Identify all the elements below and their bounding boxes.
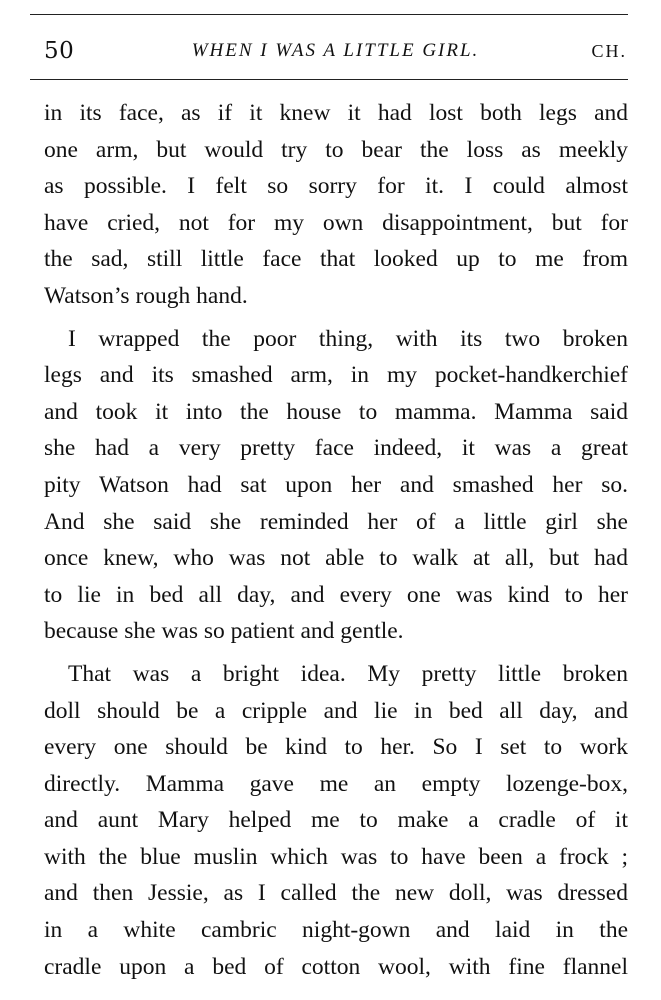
text-line: because she was so patient and gentle.: [44, 618, 404, 645]
text-line: and took it into the house to mamma. Mamma said: [44, 398, 628, 425]
text-line: every one should be kind to her. So I set to work: [44, 734, 628, 761]
text-line: in its face, as if it knew it had lost both legs and: [44, 100, 628, 126]
text-line: pity Watson had sat upon her and smashed her so.: [44, 471, 628, 498]
text-line: legs and its smashed arm, in my pocket-handkerchief: [44, 362, 628, 389]
running-title: WHEN I WAS A LITTLE GIRL.: [191, 40, 480, 61]
header-rule: [30, 79, 628, 80]
text-line: Watson’s rough hand.: [44, 282, 248, 309]
text-line: to lie in bed all day, and every one was kind to her: [44, 581, 628, 608]
top-rule: [30, 14, 628, 15]
text-line: That was a bright idea. My pretty little broken: [68, 660, 628, 687]
text-line: cradle upon a bed of cotton wool, with fine flannel: [44, 953, 628, 980]
text-line: doll should be a cripple and lie in bed all day, and: [44, 697, 628, 724]
text-line: I wrapped the poor thing, with its two broken: [68, 325, 628, 352]
text-line: as possible. I felt so sorry for it. I could almost: [44, 173, 628, 200]
text-line: in a white cambric night-gown and laid in the: [44, 917, 628, 944]
text-line: and aunt Mary helped me to make a cradle of it: [44, 807, 628, 834]
text-line: have cried, not for my own disappointment, but for: [44, 209, 628, 236]
text-line: the sad, still little face that looked up to me from: [44, 246, 628, 273]
body-text: [44, 95, 628, 985]
text-line: once knew, who was not able to walk at all, but had: [44, 545, 628, 572]
text-line: directly. Mamma gave me an empty lozenge-box,: [44, 770, 628, 797]
chapter-abbreviation: CH.: [591, 40, 627, 61]
page-number: 50: [44, 38, 75, 64]
text-line: with the blue muslin which was to have been a frock ;: [44, 843, 628, 870]
paragraph-3: [44, 656, 628, 985]
text-line: one arm, but would try to bear the loss as meekly: [44, 136, 628, 163]
paragraph-2: [44, 321, 628, 650]
paragraph-1: [44, 95, 628, 315]
text-line: And she said she reminded her of a little girl she: [44, 508, 628, 535]
running-header: [44, 34, 627, 68]
text-line: and then Jessie, as I called the new doll, was dressed: [44, 880, 628, 907]
text-line: she had a very pretty face indeed, it was a great: [44, 435, 628, 462]
